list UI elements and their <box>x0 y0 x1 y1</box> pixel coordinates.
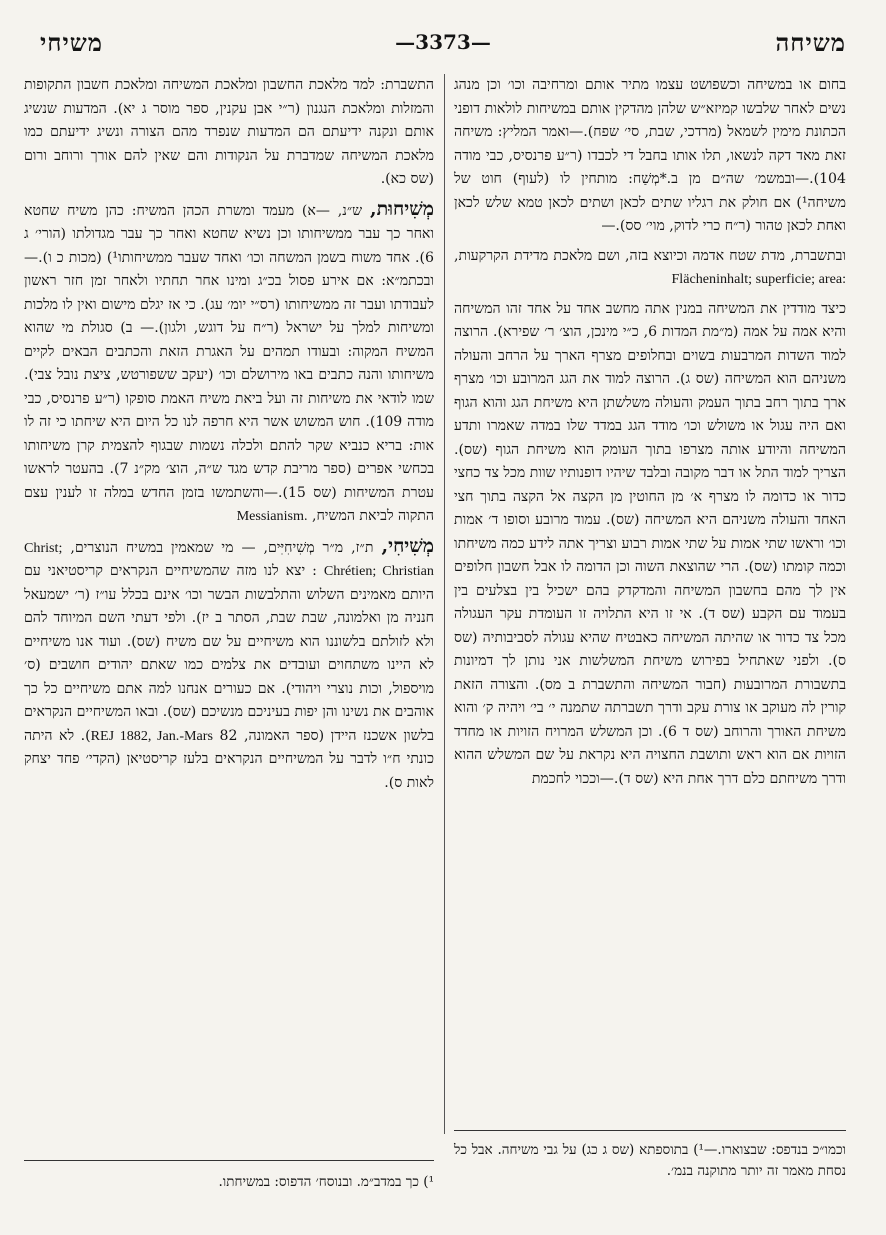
headword-meshichut: מְשִׁיחוּת, <box>369 197 434 220</box>
footnote-rule-left <box>24 1160 434 1161</box>
footnote-left: ¹) כך במדב״מ. ובנוסח׳ הדפוס: במשיחתו. <box>218 1174 434 1190</box>
entry-meshichi-end: 82). לא היתה כונתי ח״ו לדבר על המשיחיים הנקראים בלעז קריסטיאן (הקדי׳ פחד יצחק לאות ס). <box>24 727 434 791</box>
latin-gloss-area: Flächeninhalt; superficie; area: <box>671 271 846 287</box>
entry-meshichi <box>24 535 434 796</box>
journal-reference: REJ 1882, Jan.-Mars <box>90 727 213 744</box>
entry-meshichut <box>24 198 434 529</box>
latin-gloss-christian: Christ; Chrétien; Christian <box>24 539 434 579</box>
area-definition: ובתשברת, מדת שטח אדמה וכיוצא בזה, ושם מלאכת מדידת הקרקעות, <box>454 247 846 264</box>
left-paragraph-1: התשברת: למד מלאכת החשבון ומלאכת המשיחה ומלאכת חשבון התקופות והמזלות ומלאכת הנגנון (ר״י אבן עקנין, ספר מוסר ג יא). המדעות שנשיג אותם ונקנה ידיעתם הם המדעות שנפרד מהם הצורה ונשיג ידיעתם כמו מלאכת המשיחה שמדברת על הנקודות והם שאין להם אורך ורוחב ורום (שס כא). <box>24 77 434 187</box>
headword-meshichi: מְשִׁיחִי, <box>381 534 434 557</box>
running-head-left: משיחי <box>40 28 104 57</box>
column-divider <box>444 74 445 1134</box>
footnote-right: וכמו״כ בנדפס: שבצוארו.—¹) בתוספתא (שס ג כג) על גבי משיחה. אבל כל נסחת מאמר זה יותר מתוקנה בנמ׳. <box>454 1142 847 1179</box>
right-paragraph-2 <box>454 245 846 292</box>
page-header <box>40 28 846 62</box>
entry-meshichut-body: ש״נ, —א) מעמד ומשרת הכהן המשיח: כהן משיח שחטא ואחר כך עבר ממשיחותו וכן נשיא שחטא ואחר כך עבר מגדולתו (הורי׳ ג 6). אחד משוח בשמן המשחה וכו׳ ואחד שעבר ממשיחותו¹) (מכות כ ו).— ובכתמ״א: אם אירע פסול בכ״ג ומינו אחר תחתיו ולאחר זמן חזר ראשון לעבודתו ועבר זה ממשיחותו (רס״י יומ׳ עג). כי אז יגלם מישום ואין לו מלכות ומשיחות למלך על ישראל (ר״ח על דוגש, ולגון).— ב) סגולת מי שהוא המשיח המקוה: ובעודו תמהים על האגרת הזאת והכתבים הבאים לקיים משיחותו והנה כתבים באו מירושלם וכו׳ (יעקב ששפורטש, ציצת נובל צבי). שמו לודאי את משיחות זה ועל ביאת משיח האמת סופקו (ר״ע פרנסיס, כבי מודה 109). חוש המשוש אשר היא חרפה לנו כל היום היא שיחתו כי זה לו אות: בריא כנביא שקר להתם ולכלה נשמות שבגוף להצמית קרן משיחותו בכחשי אפרים (ספר מריבת קדש מגד ש״ה, הוצ׳ מק״נ 7). בהעטר לראשו עטרת המשיחות (שס 15).—והשתמשו בזמן החדש במלה זו לענין עצם התקוה לביאת המשיח, <box>24 202 434 524</box>
entry-meshichi-body: : יצא לנו מזה שהמשיחיים הנקראים קריסטיאני עם היותם מאמינים השלוש והתלבשות הבשר וכו׳ אינם בכלל עו״ז (ר׳ ישמעאל חנניה מן ואלמונה, שבת שבת, הסתר ב יז). ולפי דעתי השם המיוחד להם ולא לזולתם בלשוננו הוא משיחיים על שם משיח (שס). ועוד אנו משיחיים לא היינו משתחוים ועובדים את צלמים כמו שאתם יהודים חושבים (ס׳ מויספול, וכות נוצרי ויהודי). אם כעורים אנחנו למה אתם משיחיים כל כך אוהבים את נשינו והן יפות בעיניכם מנשיכם (שס). ובאו המשיחיים הנקראים בלשון אשכנז היידן (ספר האמונה, <box>24 563 434 744</box>
latin-gloss-messianism: Messianism. <box>236 508 308 524</box>
footnote-rule-right <box>454 1130 846 1131</box>
page-number: —3373— <box>395 30 491 54</box>
entry-meshichi-definition: ת״ז, מ״ר מְשִׁיחִיִּים, — מי שמאמין במשיח הנוצרים, <box>70 539 374 556</box>
left-column <box>24 74 434 1152</box>
running-head-right: משיחה <box>775 28 846 57</box>
right-column <box>454 74 846 1124</box>
right-paragraph-3: כיצד מודדין את המשיחה במנין אתה מחשב אחד על אחד זהו המשיחה והיא אמה על אמה (מ״מת המדות 6, כ״י מינכן, הוצ׳ ר׳ שפירא). הרוצה למוד השדות המרבעות בשוים ובחלופים מצרף הארך על הרחב והעולה משניהם הוא המשיחה (שס ג). הרוצה למוד את הגג המרובע וכו׳ מצרף ארך בתוך רחב בתוך העמק והעולה משלשתן היא משיחת הגג והוא הגוף ואם היה עגול או משולש וכו׳ מודד הגג במדד שלו במדה שאמרו ותדע המשיחה והיודע אותה מצרפו בתוך העומק הוא משיחת הגוף (שס). הצריך למוד התל או דבר מקובה ובלבד שיהיו דופנותיו שוות מכל צד כחצי כדור או כדומה לו מצרף א׳ מן החוטין מן הקצה אל הקצה בתוך חצי האחד והעולה משניהם היא המשיחה (שס). עמוד מרובע וסופו ד׳ אמות וכו׳ וראשו שתי אמות על שתי אמות רבוע וצריך אתה לידע כמה משיחתו וכמה קומתו (שס). הרי שהוצאת השוה וכן הדומה לו אבל חשבון חלופים אין לך מהם בחשבון המשיחה והמדקדק בהם ישכיל בין בצלעים בין בעמוד עם הקבע (שס ד). אי זו היא התלויה זו העומדת עקר העגולה מכל צד כדור או שהיתה המשיחה כאבטיח שהיא עגולה לסביבותיה (שס ס). ולפני שאתחיל בפירוש משיחת המשלשות אני נותן לך דמיונות בתשבורת המרובעות (חבור המשיחה והתשברת ב מס). והצורה הזאת קורין לה מעוקב או צורת עקב ודרך תשברתה שתמנה י׳ בי׳ ויהיה ק׳ והוא משיחת האורך והרוחב (שס ד 6). וכן המשלש המרויח הזויות או מחדד הזויות אם הוא ראש ותושבת החצויה היא נקראת על שם המשלש ההוא ודרך משיחתם כלם דרך אחת היא (שס ד).—וככוי לחכמת <box>454 300 846 787</box>
right-paragraph-1: בחום או במשיחה וכשפושט עצמו מתיר אותם ומרחיבה וכו׳ וכן מנהג נשים לאחר שלבשו קמיזא״ש שלהן מהדקין אותם במשיחות לולאות דופני הכתונת מימין לשמאל (מרדכי, שבת, סי׳ שפח).—ואמר המליץ: משיחה זאת מאד דקה לנשאו, תלו אותו בחבל די לכבדו (ר״ע פרנסיס, כבי מודה 104).—ובמשמ׳ שה״ם מן ב.*מְשַׁח: מותחין לו (לעוף) חוט של משיחה¹) אם חולק את רגליו שתים לכאן ושתים לכאן טמא שלש לכאן ואחת לכאן טהור (ר״ח כרי לדוק, מוי׳ סס).— <box>454 77 846 234</box>
